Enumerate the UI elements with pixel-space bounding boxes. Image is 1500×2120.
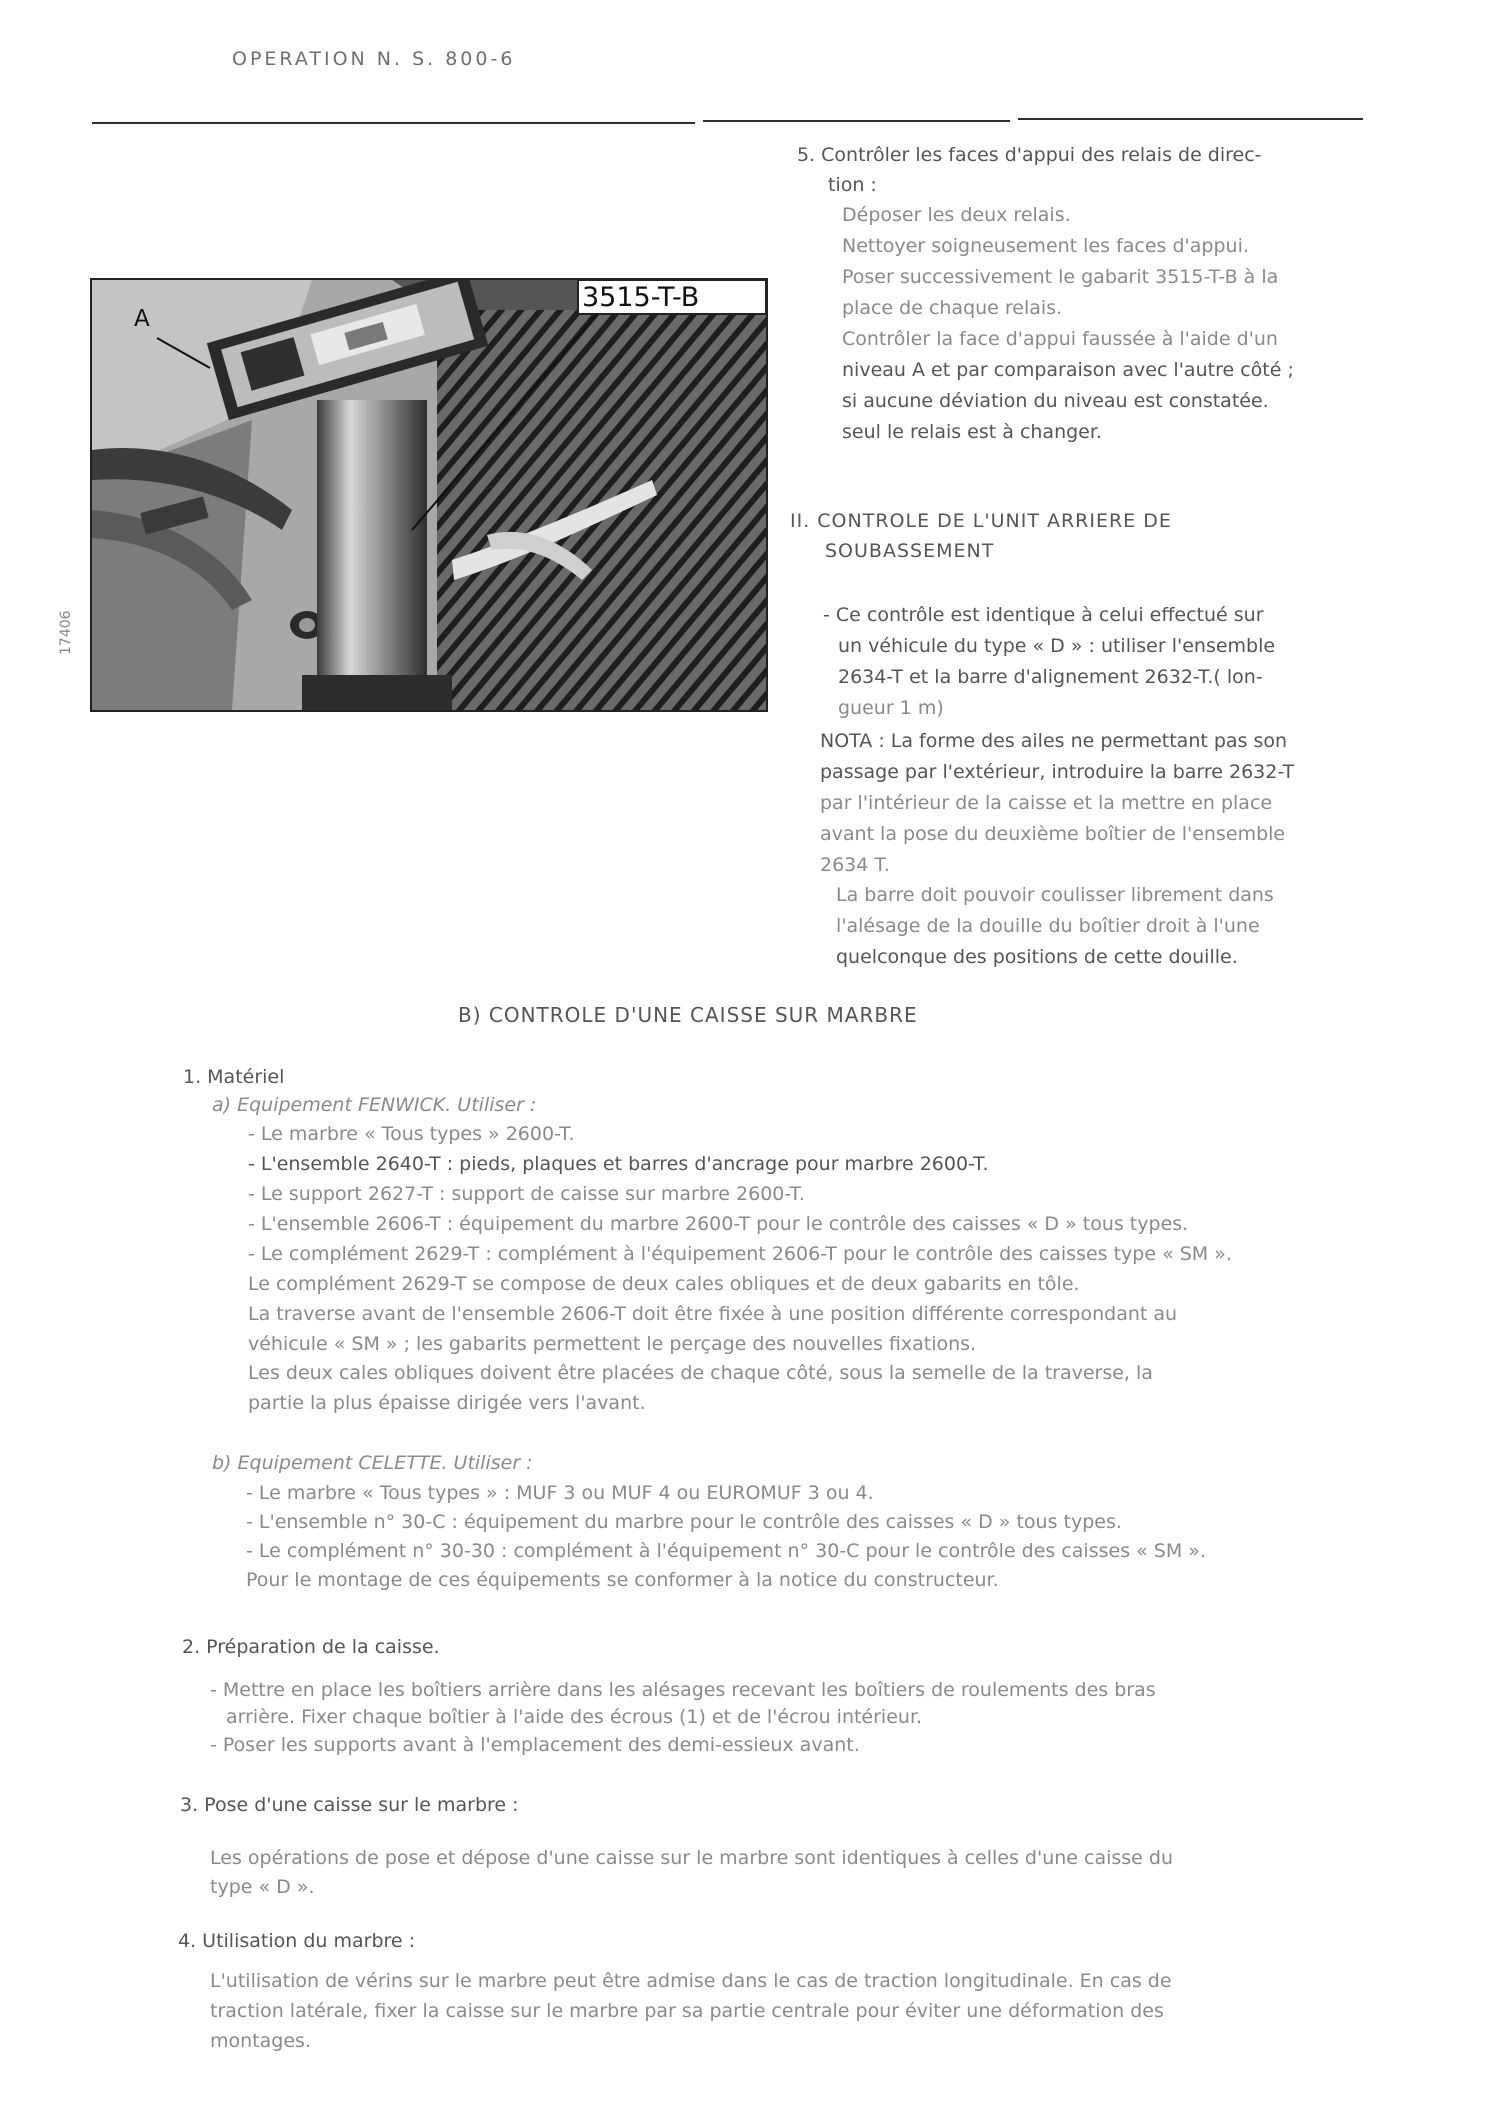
section5-line: Déposer les deux relais. <box>842 204 1071 226</box>
figure-photo <box>90 278 768 712</box>
utilisation-line: traction latérale, fixer la caisse sur le marbre par sa partie centrale pour éviter une déformation des <box>210 2000 1164 2022</box>
section5-line: seul le relais est à changer. <box>842 421 1102 443</box>
section-b-title: B) CONTROLE D'UNE CAISSE SUR MARBRE <box>458 1003 918 1027</box>
section2-line: - Ce contrôle est identique à celui effectué sur <box>823 604 1264 626</box>
preparation-line: - Mettre en place les boîtiers arrière dans les alésages recevant les boîtiers de roulements des bras <box>210 1679 1156 1701</box>
nota-line: passage par l'extérieur, introduire la barre 2632-T <box>820 761 1295 783</box>
header-rule-right <box>1018 118 1363 120</box>
figure-label-a: A <box>134 306 150 332</box>
materiel-a-line: - Le support 2627-T : support de caisse sur marbre 2600-T. <box>248 1183 805 1205</box>
header-rule-middle <box>703 120 1010 122</box>
materiel-title: 1. Matériel <box>183 1066 285 1088</box>
section5-line: niveau A et par comparaison avec l'autre côté ; <box>842 359 1294 381</box>
bar-line: l'alésage de la douille du boîtier droit à l'une <box>836 915 1260 937</box>
nota-line: NOTA : La forme des ailes ne permettant pas son <box>820 730 1288 752</box>
materiel-b-title: b) Equipement CELETTE. Utiliser : <box>212 1452 533 1474</box>
section5-line: Poser successivement le gabarit 3515-T-B à la <box>842 266 1279 288</box>
utilisation-line: montages. <box>210 2030 311 2052</box>
section5-line: place de chaque relais. <box>842 297 1063 319</box>
utilisation-title: 4. Utilisation du marbre : <box>178 1930 416 1952</box>
section5-line: si aucune déviation du niveau est constatée. <box>842 390 1269 412</box>
preparation-line: arrière. Fixer chaque boîtier à l'aide des écrous (1) et de l'écrou intérieur. <box>226 1706 923 1728</box>
section2-line: gueur 1 m) <box>838 697 944 719</box>
bar-line: La barre doit pouvoir coulisser librement dans <box>836 884 1274 906</box>
section5-line: Nettoyer soigneusement les faces d'appui. <box>842 235 1249 257</box>
section2-title-line1: II. CONTROLE DE L'UNIT ARRIERE DE <box>790 510 1172 532</box>
utilisation-line: L'utilisation de vérins sur le marbre peut être admise dans le cas de traction longitudinale. En cas de <box>210 1970 1172 1992</box>
materiel-a-line: - L'ensemble 2606-T : équipement du marbre 2600-T pour le contrôle des caisses « D » tous types. <box>248 1213 1189 1235</box>
photo-illustration <box>92 280 766 710</box>
pose-line: type « D ». <box>210 1876 315 1898</box>
nota-line: 2634 T. <box>820 854 890 876</box>
section5-line: Contrôler la face d'appui faussée à l'aide d'un <box>842 328 1278 350</box>
materiel-a-note: Le complément 2629-T se compose de deux cales obliques et de deux gabarits en tôle. <box>248 1273 1080 1295</box>
materiel-a-title: a) Equipement FENWICK. Utiliser : <box>212 1094 537 1116</box>
materiel-b-line: - Le marbre « Tous types » : MUF 3 ou MUF 4 ou EUROMUF 3 ou 4. <box>246 1482 874 1504</box>
preparation-title: 2. Préparation de la caisse. <box>182 1636 440 1658</box>
section2-title-line2: SOUBASSEMENT <box>825 540 995 562</box>
figure-reference: 17406 <box>58 610 74 655</box>
materiel-a-note: partie la plus épaisse dirigée vers l'avant. <box>248 1392 646 1414</box>
preparation-line: - Poser les supports avant à l'emplacement des demi-essieux avant. <box>210 1734 860 1756</box>
materiel-a-note: véhicule « SM » ; les gabarits permettent le perçage des nouvelles fixations. <box>248 1333 977 1355</box>
figure-tool-tag: 3515-T-B <box>582 282 700 313</box>
nota-line: avant la pose du deuxième boîtier de l'ensemble <box>820 823 1286 845</box>
materiel-a-note: La traverse avant de l'ensemble 2606-T doit être fixée à une position différente correspondant au <box>248 1303 1178 1325</box>
section2-line: 2634-T et la barre d'alignement 2632-T.( lon- <box>838 666 1263 688</box>
materiel-a-line: - L'ensemble 2640-T : pieds, plaques et barres d'ancrage pour marbre 2600-T. <box>248 1153 989 1175</box>
header-operation: OPERATION N. S. 800-6 <box>232 48 516 70</box>
bar-line: quelconque des positions de cette douille. <box>836 946 1238 968</box>
section2-line: un véhicule du type « D » : utiliser l'ensemble <box>838 635 1276 657</box>
materiel-a-line: - Le complément 2629-T : complément à l'équipement 2606-T pour le contrôle des caisses type « SM ». <box>248 1243 1232 1265</box>
materiel-b-line: - Le complément n° 30-30 : complément à l'équipement n° 30-C pour le contrôle des caisses « SM ». <box>246 1540 1206 1562</box>
section5-title-line2: tion : <box>828 174 877 196</box>
materiel-a-note: Les deux cales obliques doivent être placées de chaque côté, sous la semelle de la traverse, la <box>248 1362 1153 1384</box>
section5-title-line1: 5. Contrôler les faces d'appui des relais de direc- <box>797 144 1262 166</box>
header-rule-left <box>92 122 695 124</box>
materiel-b-note: Pour le montage de ces équipements se conformer à la notice du constructeur. <box>246 1569 999 1591</box>
materiel-a-line: - Le marbre « Tous types » 2600-T. <box>248 1123 575 1145</box>
pose-title: 3. Pose d'une caisse sur le marbre : <box>180 1794 519 1816</box>
nota-line: par l'intérieur de la caisse et la mettre en place <box>820 792 1273 814</box>
pose-line: Les opérations de pose et dépose d'une caisse sur le marbre sont identiques à celles d'une caisse du <box>210 1847 1174 1869</box>
materiel-b-line: - L'ensemble n° 30-C : équipement du marbre pour le contrôle des caisses « D » tous types. <box>246 1511 1122 1533</box>
